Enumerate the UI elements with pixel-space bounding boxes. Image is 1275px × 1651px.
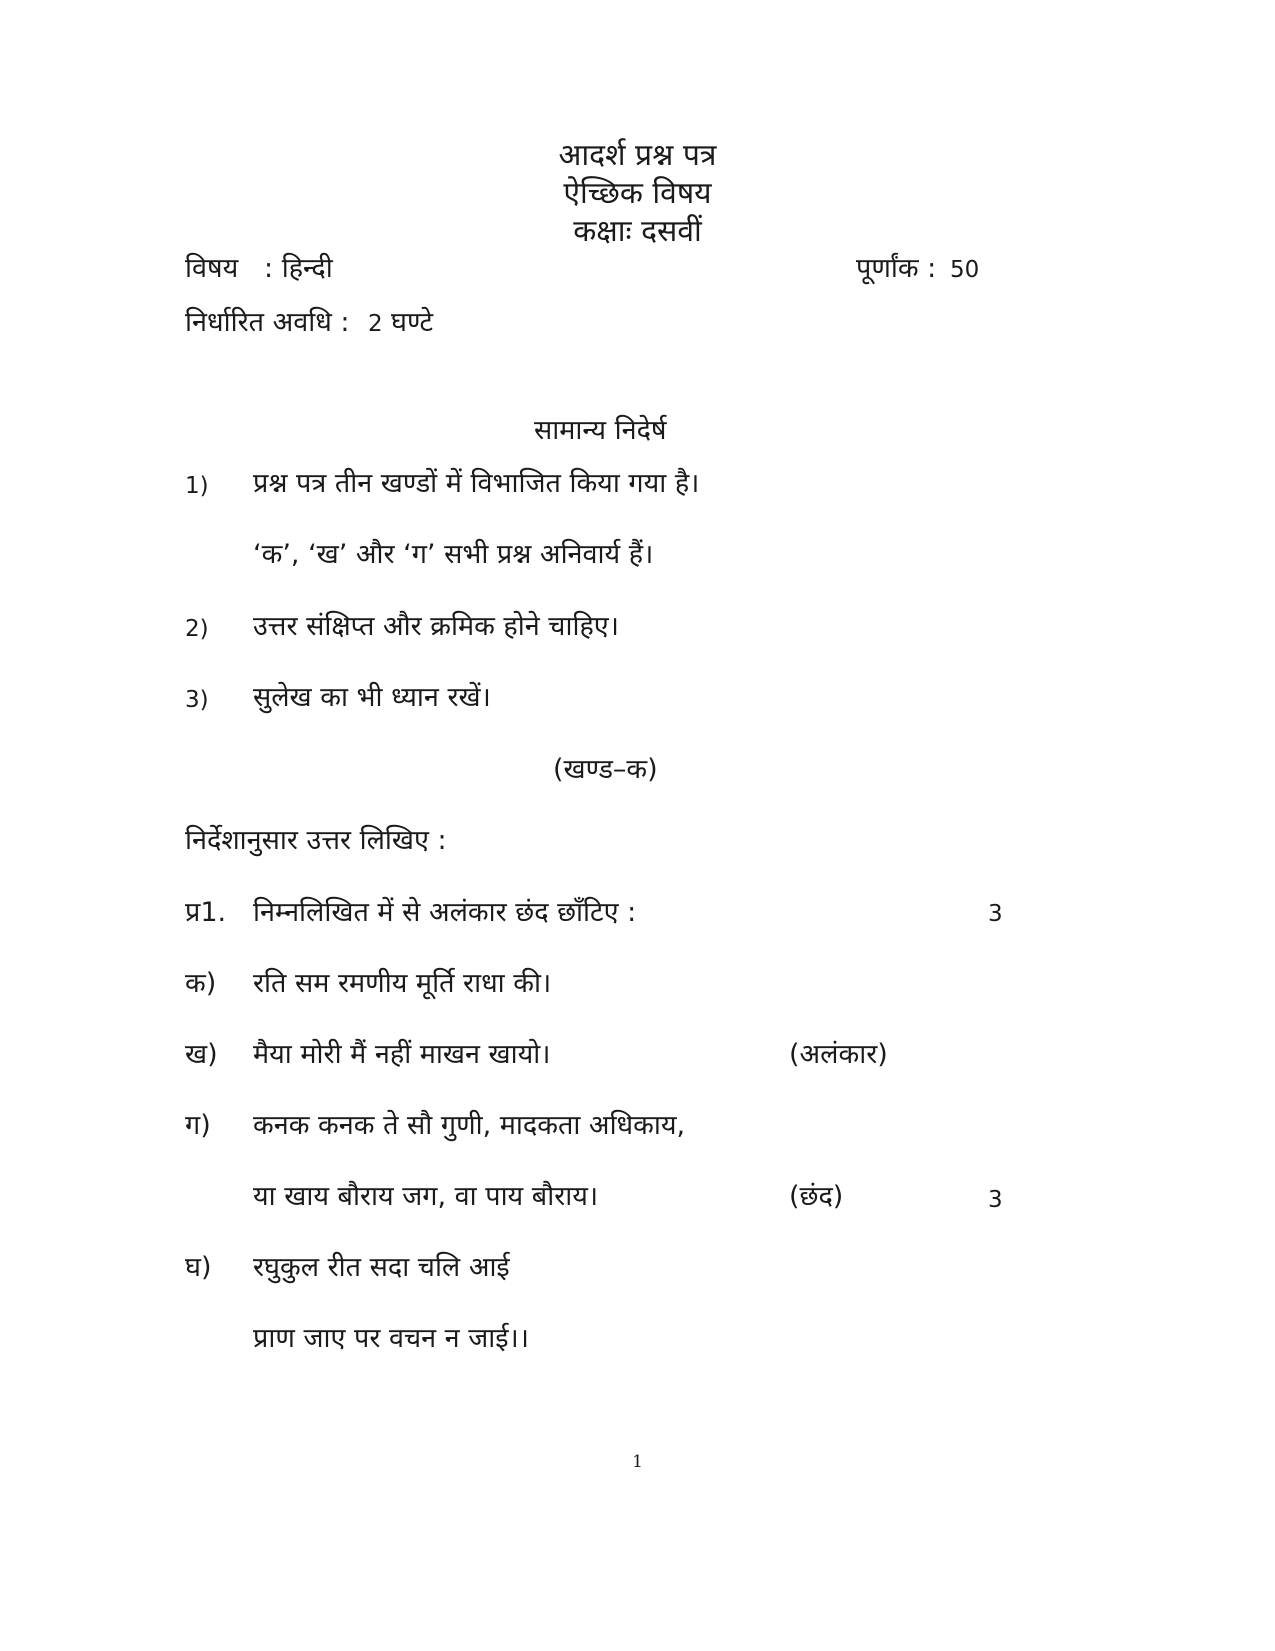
- instruction-text: सुलेख का भी ध्यान रखें।: [253, 682, 491, 713]
- class-title: कक्षाः दसवीं: [573, 214, 702, 249]
- part-text: या खाय बौराय जग, वा पाय बौराय।: [253, 1181, 599, 1212]
- part-label: क): [185, 968, 217, 999]
- page-subtitle: ऐच्छिक विषय: [563, 176, 712, 211]
- instruction-number: 1): [185, 473, 209, 499]
- part-label: घ): [185, 1252, 212, 1283]
- part-tag: (अलंकार): [789, 1039, 888, 1070]
- duration-unit: घण्टे: [391, 307, 434, 338]
- part-label: ख): [185, 1039, 218, 1070]
- question-number: प्र1.: [185, 897, 227, 928]
- page-number: 1: [632, 1452, 643, 1472]
- section-heading: (खण्ड–क): [553, 754, 658, 785]
- duration-value: 2: [368, 311, 383, 337]
- part-tag: (छंद): [789, 1181, 844, 1212]
- marks-label: पूर्णांक :: [856, 253, 937, 284]
- instruction-text: उत्तर संक्षिप्त और क्रमिक होने चाहिए।: [253, 611, 619, 642]
- part-text: प्राण जाए पर वचन न जाई।।: [253, 1323, 530, 1354]
- question-text: निम्नलिखित में से अलंकार छंद छाँटिए :: [253, 897, 637, 928]
- part-text: रघुकुल रीत सदा चलि आई: [253, 1252, 510, 1283]
- instruction-number: 3): [185, 687, 209, 713]
- instruction-number: 2): [185, 616, 209, 642]
- part-label: ग): [185, 1110, 211, 1141]
- part-text: मैया मोरी मैं नहीं माखन खायो।: [253, 1039, 551, 1070]
- instruction-text: प्रश्न पत्र तीन खण्डों में विभाजित किया गया है।: [253, 468, 700, 499]
- part-text: रति सम रमणीय मूर्ति राधा की।: [253, 968, 552, 999]
- instruction-text: ‘क’, ‘ख’ और ‘ग’ सभी प्रश्न अनिवार्य हैं।: [253, 539, 654, 570]
- part-marks: 3: [988, 1187, 1003, 1213]
- question-marks: 3: [988, 901, 1003, 927]
- subject-label: विषय : हिन्दी: [185, 253, 333, 284]
- duration-label: निर्धारित अवधि :: [185, 307, 350, 338]
- section-direction: निर्देशानुसार उत्तर लिखिए :: [185, 825, 447, 856]
- marks-value: 50: [950, 257, 980, 283]
- instructions-heading: सामान्य निदेर्ष: [534, 415, 667, 446]
- page-title: आदर्श प्रश्न पत्र: [558, 138, 717, 173]
- part-text: कनक कनक ते सौ गुणी, मादकता अधिकाय,: [253, 1110, 686, 1141]
